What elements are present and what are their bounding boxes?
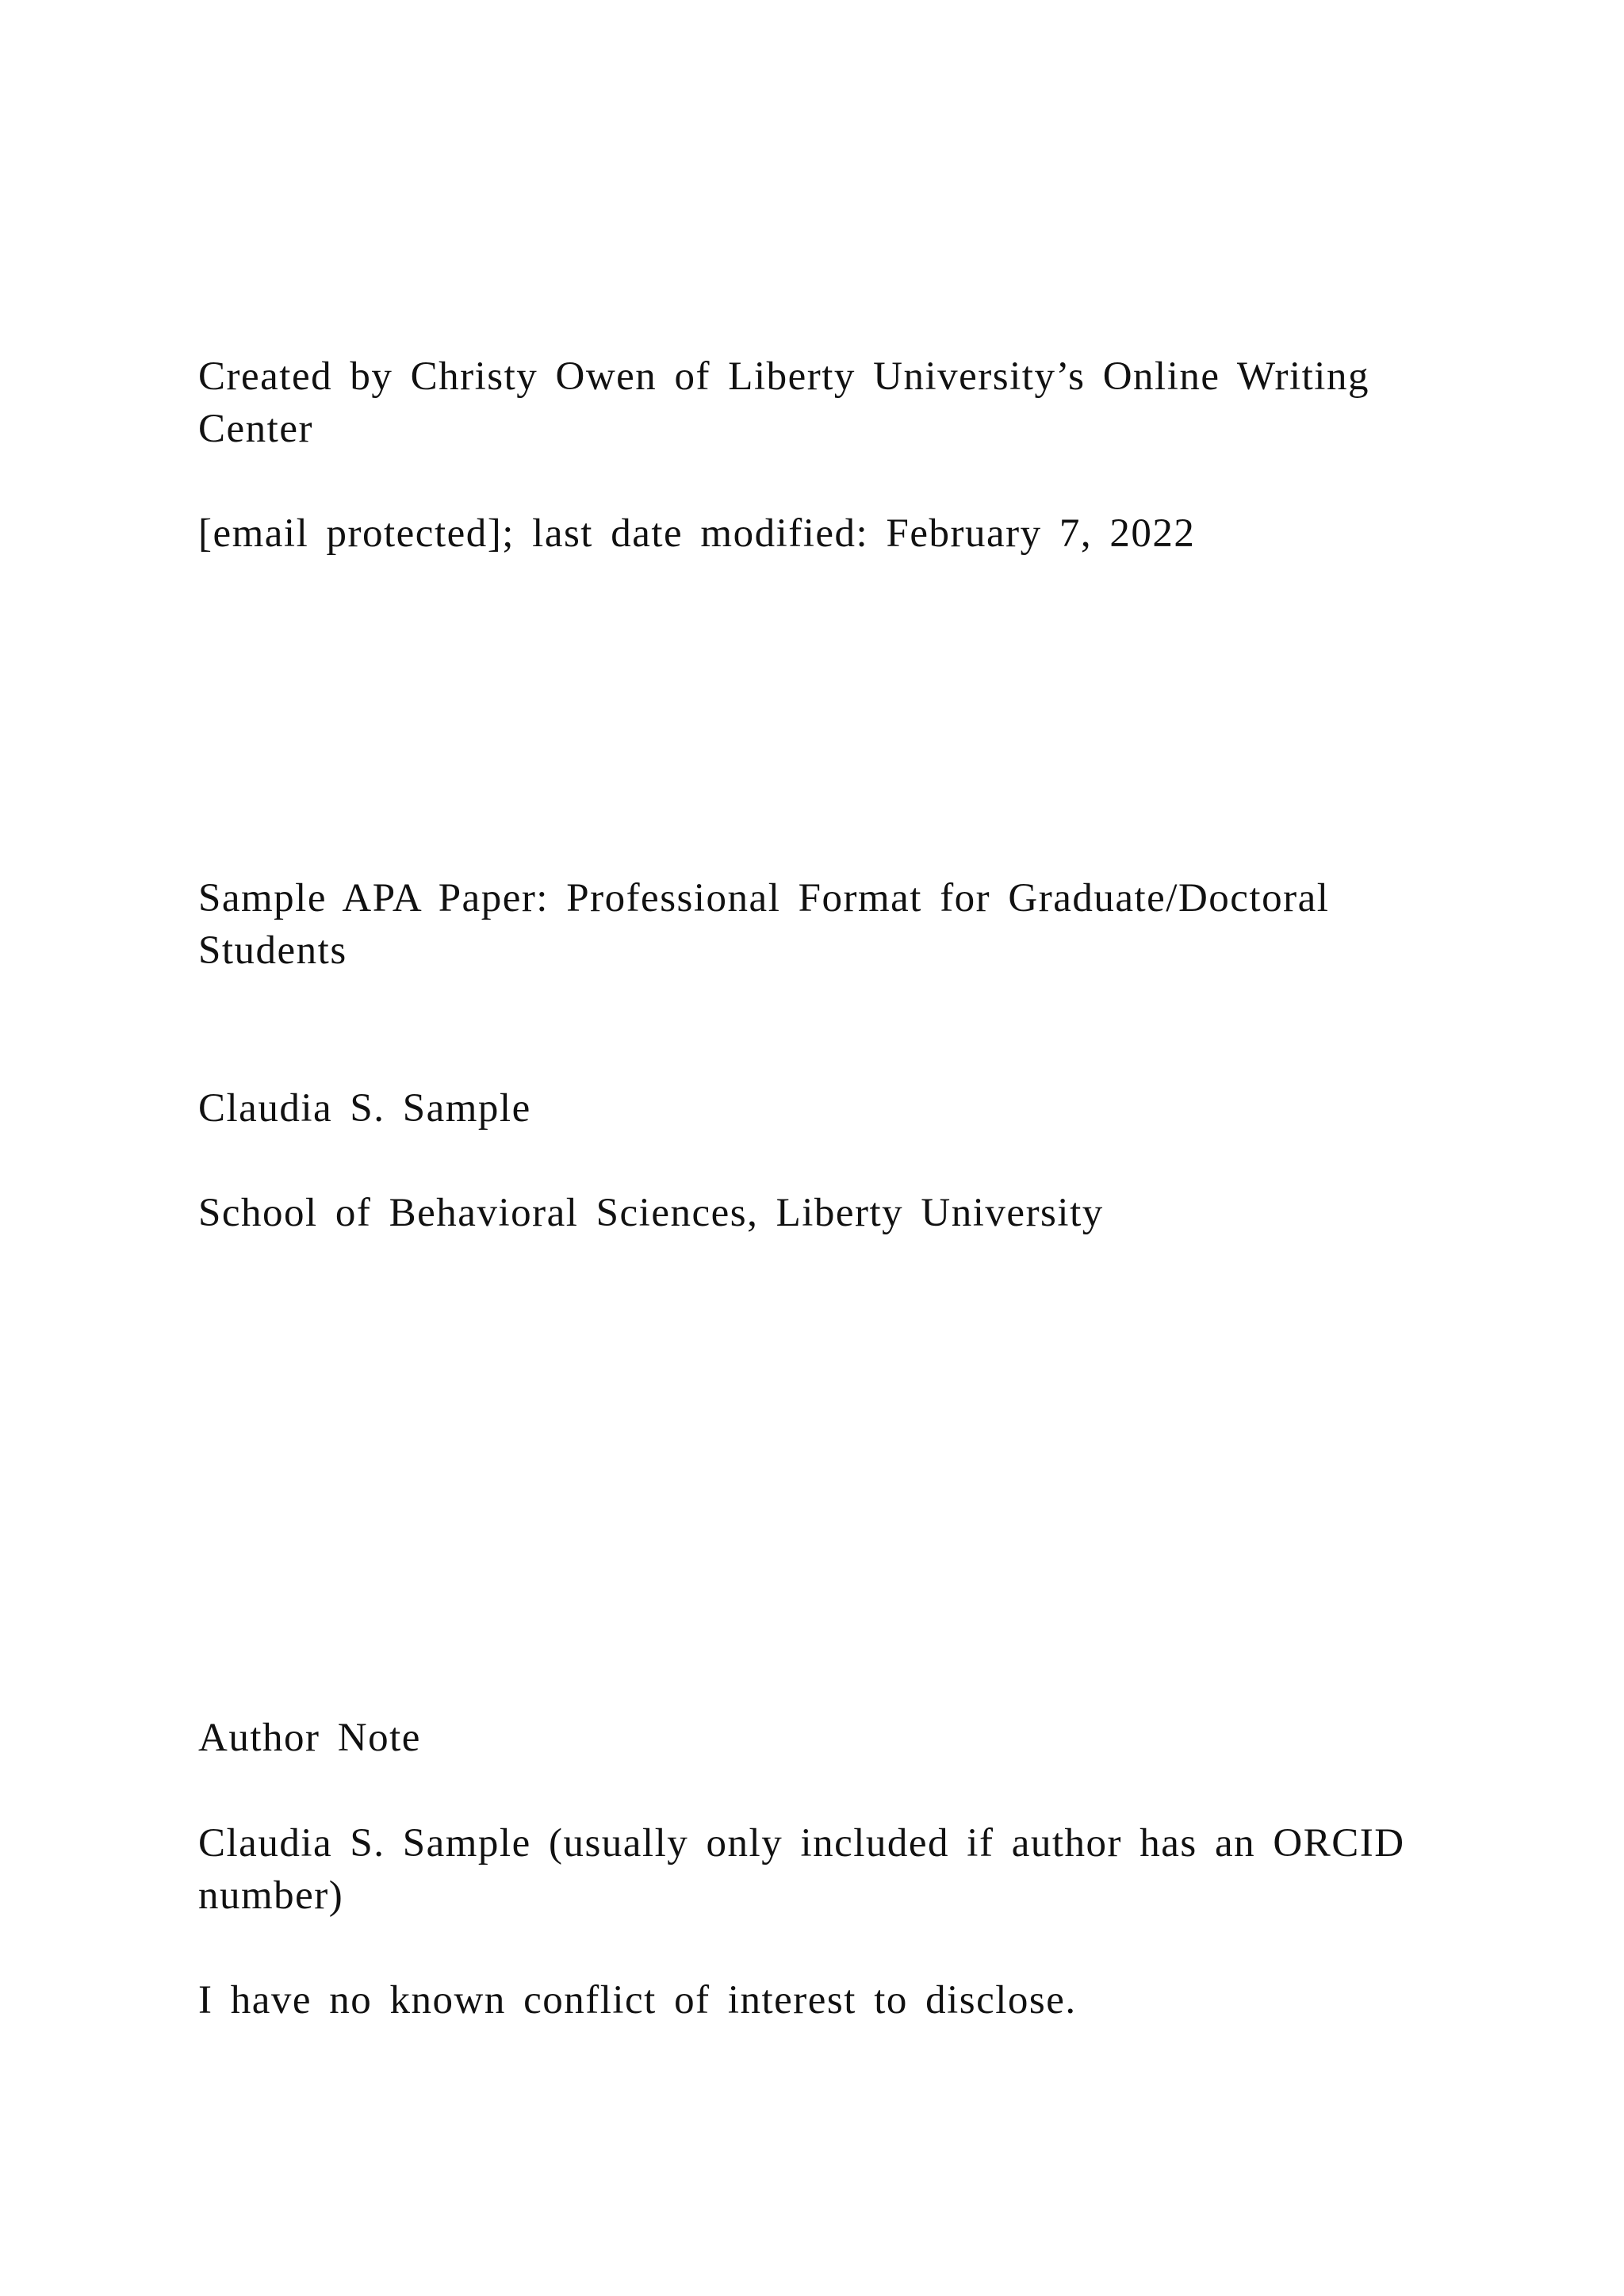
contact-line: [email protected]; last date modified: February 7, 2022 [198, 511, 1196, 556]
orcid-note: Claudia S. Sample (usually only included if author has an ORCID number) [198, 1821, 1405, 1918]
author-name: Claudia S. Sample [198, 1086, 531, 1131]
created-by-text: Created by Christy Owen of Liberty University’s Online Writing Center [198, 354, 1369, 451]
author-note-heading: Author Note [198, 1716, 421, 1760]
author-affiliation: School of Behavioral Sciences, Liberty University [198, 1191, 1104, 1235]
conflict-statement: I have no known conflict of interest to disclose. [198, 1978, 1077, 2022]
paper-title: Sample APA Paper: Professional Format for Graduate/Doctoral Students [198, 876, 1330, 973]
